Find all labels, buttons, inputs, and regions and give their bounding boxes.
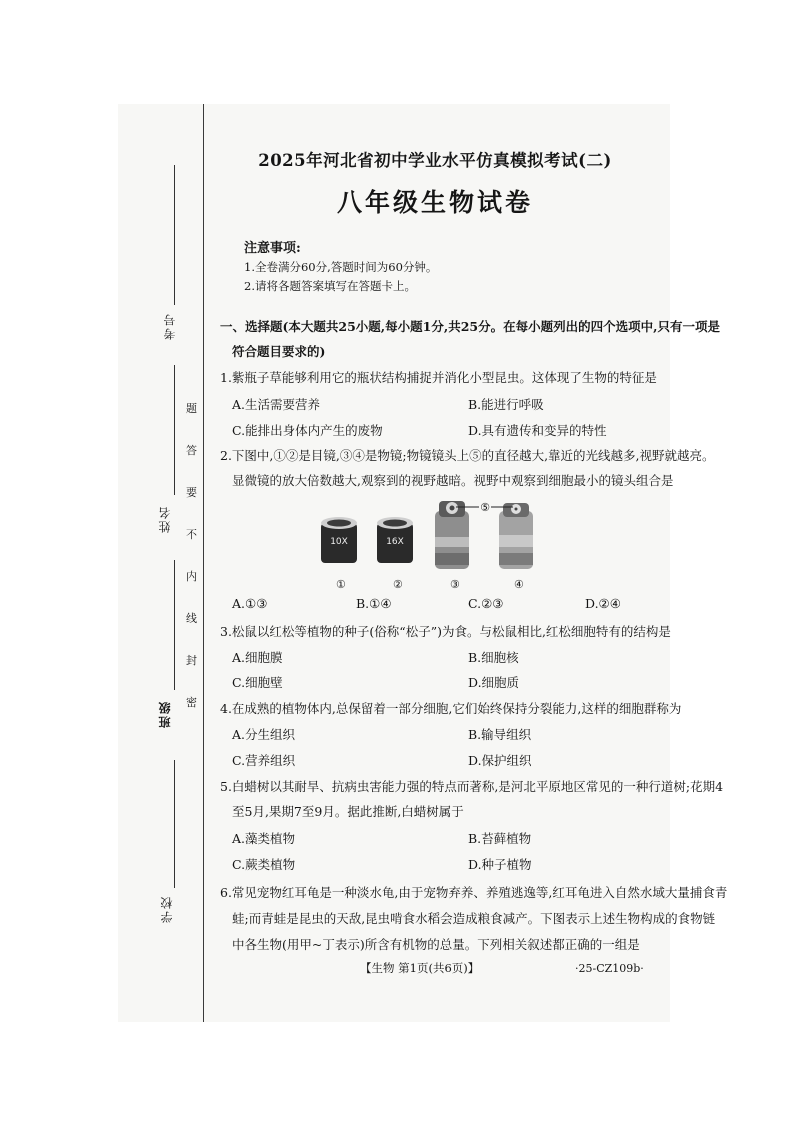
option-d: D.②④ [585, 596, 621, 611]
option-c: C.蕨类植物 [232, 857, 296, 872]
class-line [174, 560, 175, 690]
notice-item: 2.请将各题答案填写在答题卡上。 [244, 279, 416, 293]
question-stem-cont: 蛙;而青蛙是昆虫的天敌,昆虫啃食水稻会造成粮食减产。下图表示上述生物构成的食物链 [232, 911, 716, 926]
question-stem: 3.松鼠以红松等植物的种子(俗称“松子”)为食。与松鼠相比,红松细胞特有的结构是 [220, 624, 671, 639]
option-a: A.细胞膜 [232, 650, 283, 665]
microscope-lens-figure [315, 497, 555, 587]
option-c: C.营养组织 [232, 753, 296, 768]
page-footer: 【生物 第1页(共6页)】 [360, 961, 480, 975]
paper-code: ·25-CZ109b· [575, 962, 644, 975]
option-a: A.生活需要营养 [232, 397, 321, 412]
option-d: D.保护组织 [468, 753, 532, 768]
question-stem-cont: 中各生物(用甲~丁表示)所含有机物的总量。下列相关叙述都正确的一组是 [232, 937, 640, 952]
option-a: A.藻类植物 [232, 831, 296, 846]
option-b: B.苔藓植物 [468, 831, 532, 846]
option-a: A.分生组织 [232, 727, 296, 742]
lens-label-1: ① [336, 578, 346, 591]
svg-text:10X: 10X [330, 537, 348, 547]
notice-item: 1.全卷满分60分,答题时间为60分钟。 [244, 260, 438, 274]
seal-char: 题 [186, 402, 197, 415]
seal-char: 答 [186, 444, 197, 457]
objective-lens-3 [435, 501, 469, 569]
class-label: 班级 [158, 700, 172, 728]
option-a: A.①③ [232, 596, 268, 611]
question-stem: 4.在成熟的植物体内,总保留着一部分细胞,它们始终保持分裂能力,这样的细胞群称为 [220, 701, 682, 716]
school-line [174, 760, 175, 888]
option-d: D.种子植物 [468, 857, 532, 872]
option-d: D.具有遗传和变异的特性 [468, 423, 607, 438]
paper-title: 八年级生物试卷 [336, 188, 533, 217]
seal-char: 线 [186, 612, 197, 625]
seal-char: 密 [186, 696, 197, 709]
lens-label-2: ② [393, 578, 403, 591]
option-b: B.能进行呼吸 [468, 397, 544, 412]
option-d: D.细胞质 [468, 675, 520, 690]
notice-heading: 注意事项: [244, 241, 301, 256]
lens-label-4: ④ [514, 578, 524, 591]
lens-label-3: ③ [450, 578, 460, 591]
seal-char: 内 [186, 570, 197, 583]
exam-title: 2025年河北省初中学业水平仿真模拟考试(二) [258, 151, 612, 170]
section-heading: 一、选择题(本大题共25小题,每小题1分,共25分。在每小题列出的四个选项中,只有一项是 [220, 319, 720, 334]
eyepiece-1 [321, 517, 357, 563]
binding-margin-line [203, 104, 204, 1022]
seal-char: 封 [186, 654, 197, 667]
exam-number-line [174, 165, 175, 305]
option-b: B.细胞核 [468, 650, 519, 665]
name-line [174, 365, 175, 495]
seal-char: 要 [186, 486, 197, 499]
option-c: C.②③ [468, 596, 504, 611]
question-stem: 6.常见宠物红耳龟是一种淡水龟,由于宠物弃养、养殖逃逸等,红耳龟进入自然水域大量捕食青 [220, 885, 728, 900]
question-stem: 5.白蜡树以其耐旱、抗病虫害能力强的特点而著称,是河北平原地区常见的一种行道树;花期4 [220, 779, 724, 794]
section-heading-cont: 符合题目要求的) [232, 344, 326, 359]
objective-lens-4 [499, 503, 533, 569]
school-label: 学校 [160, 895, 174, 923]
svg-text:16X: 16X [386, 537, 404, 547]
option-b: B.①④ [356, 596, 392, 611]
eyepiece-2 [377, 517, 413, 563]
option-b: B.输导组织 [468, 727, 532, 742]
question-stem: 2.下图中,①②是目镜,③④是物镜;物镜镜头上⑤的直径越大,靠近的光线越多,视野就越亮。 [220, 448, 715, 463]
question-stem-cont: 至5月,果期7至9月。据此推断,白蜡树属于 [232, 804, 464, 819]
option-c: C.细胞壁 [232, 675, 283, 690]
exam-number-label: 考号 [163, 312, 177, 340]
option-c: C.能排出身体内产生的废物 [232, 423, 383, 438]
seal-char: 不 [186, 528, 197, 541]
question-stem: 1.紫瓶子草能够利用它的瓶状结构捕捉并消化小型昆虫。这体现了生物的特征是 [220, 370, 657, 385]
question-stem-cont: 显微镜的放大倍数越大,观察到的视野越暗。视野中观察到细胞最小的镜头组合是 [232, 473, 674, 488]
pointer-label-5: ⑤ [480, 501, 490, 514]
name-label: 姓名 [158, 505, 172, 533]
